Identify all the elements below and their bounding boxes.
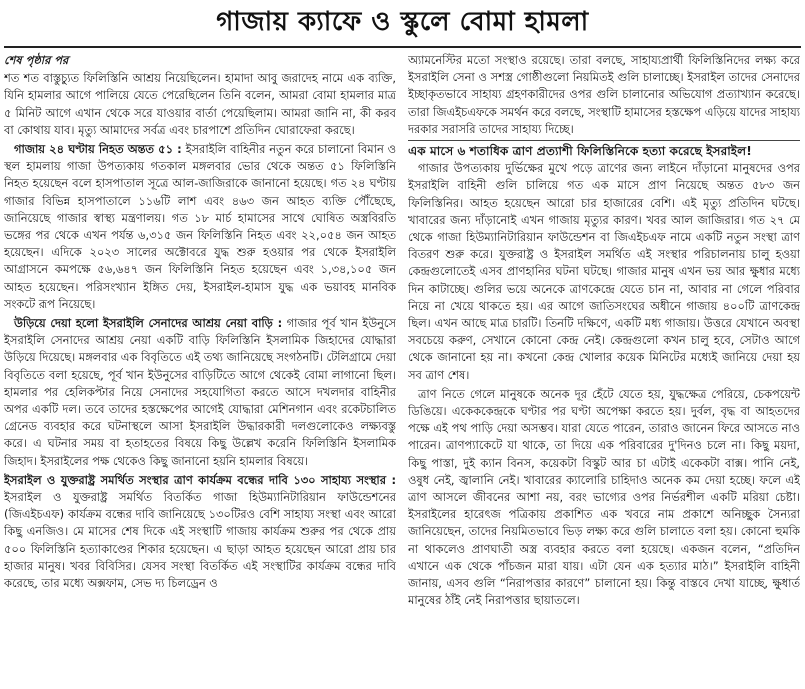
paragraph-text: ইসরাইলি বাহিনীর নতুন করে চালানো বিমান ও স্থল হামলায় গাজা উপত্যকায় গতকাল মঙ্গলবার ভোর থেকে অন্তত ৫১ ফিলিস্তিনি নিহত হয়েছেন বলে হাসপাতাল সূত্রে আল-জাজিরাকে জানানো হয়েছে। গত ২৪ ঘণ্টায় গাজার বিভিন্ন হাসপাতালে ১১৬টি লাশ এবং ৪৬৩ জন আহত ব্যক্তি পৌঁছেছে, জানিয়েছে গাজার স্বাস্থ্য মন্ত্রণালয়। গত ১৮ মার্চ হামাসের সাথে ঘোষিত অস্ত্রবিরতি ভঙ্গের পর থেকে এখন পর্যন্ত ৬,৩১৫ জন ফিলিস্তিনি নিহত এবং ২২,০৫৪ জন আহত হয়েছেন। এদিকে ২০২৩ সালের অক্টোবরে যুদ্ধ শুরু হওয়ার পর থেকে ইসরাইলি আগ্রাসনে কমপক্ষে ৫৬,৬৪৭ জন ফিলিস্তিনি নিহত হয়েছেন এবং ১,৩৪,১০৫ জন আহত হয়েছেন। পরিসংখ্যান ইঙ্গিত দেয়, ইসরাইল-হামাস যুদ্ধ এক ভয়াবহ মানবিক সংকটে রূপ নিয়েছে।	[4, 142, 396, 311]
paragraph: শত শত বাস্তুচ্যুত ফিলিস্তিনি আশ্রয় নিয়েছিলেন। হামাদা আবু জরাদেহ নামে এক ব্যক্তি, যিনি হামলার আগে পালিয়ে যেতে পেরেছিলেন তিনি বলেন, আমরা বোমা হামলার মাত্র ৫ মিনিট আগে এখান থেকে সরে যাওয়ার বার্তা পেয়েছিলাম। আমরা জানি না, কী করব বা কোথায় যাব। মৃত্যু আমাদের সর্বত্র এবং চারপাশে প্রতিদিন ঘোরাফেরা করছে।	[4, 71, 396, 137]
paragraph-text: গাজার পূর্ব খান ইউনুসে ইসরাইলি সেনাদের আশ্রয় নেয়া একটি বাড়ি ফিলিস্তিনি ইসলামিক জিহাদের যোদ্ধারা উড়িয়ে দিয়েছে। মঙ্গলবার এক বিবৃতিতে এই তথ্য জানিয়েছে সংগঠনটি। টেলিগ্রামে দেয়া বিবৃতিতে বলা হয়েছে, পূর্ব খান ইউনুসের বাড়িটিতে আগে থেকেই বোমা লাগানো ছিল। হামলার পর হেলিকপ্টার নিয়ে সেনাদের সহযোগিতা করতে আসে দখলদার বাহিনীর অপর একটি দল। তবে তাদের হস্তক্ষেপের আগেই যোদ্ধারা মেশিনগান এবং রকেটচালিত গ্রেনেড ব্যবহার করে ঘটনাস্থলে আসা ইসরাইলি উদ্ধারকারী দলগুলোকেও লক্ষ্যবস্তু করে। এ ঘটনার সময় বা হতাহতের বিষয়ে কিছু উল্লেখ করেনি ফিলিস্তিনি ইসলামিক জিহাদ। ইসরাইলের পক্ষ থেকেও কিছু জানানো হয়নি হামলার বিষয়ে।	[4, 316, 396, 468]
subheading: উড়িয়ে দেয়া হলো ইসরাইলি সেনাদের আশ্রয় নেয়া বাড়ি :	[14, 316, 283, 331]
article-columns	[4, 48, 801, 689]
paragraph-with-subhead	[4, 315, 396, 470]
subheading: গাজায় ২৪ ঘণ্টায় নিহত অন্তত ৫১ :	[14, 142, 182, 157]
subheading: এক মাসে ৬ শতাধিক ত্রাণ প্রত্যাশী ফিলিস্তিনিকে হত্যা করেছে ইসরাইল!	[408, 140, 800, 160]
column-left	[4, 52, 396, 689]
continued-from-label: শেষ পৃষ্ঠার পর	[4, 53, 69, 67]
headline: গাজায় ক্যাফে ও স্কুলে বোমা হামলা	[216, 7, 589, 37]
paragraph-with-subhead	[4, 141, 396, 313]
paragraph-text: ইসরাইল ও যুক্তরাষ্ট্র সমর্থিত বিতর্কিত গাজা হিউম্যানিটারিয়ান ফাউন্ডেশনের (জিএইচএফ) কার্যক্রম বন্ধের দাবি জানিয়েছে ১৩০টিরও বেশি সাহায্য সংস্থা এবং আরো কিছু এনজিও। মে মাসের শেষ দিকে এই সংস্থাটি গাজায় কার্যক্রম শুরুর পর থেকে প্রায় ৫০০ ফিলিস্তিনি হত্যাকাণ্ডের শিকার হয়েছেন। এ ছাড়া আহত হয়েছেন আরো প্রায় চার হাজার মানুষ। খবর বিবিসির। যেসব সংস্থা বিতর্কিত এই সংস্থাটির কার্যক্রম বন্ধের দাবি করেছে, তার মধ্যে অক্সফাম, সেভ দ্য চিলড্রেন ও	[4, 490, 396, 591]
paragraph-with-subhead	[4, 472, 396, 592]
paragraph: গাজার উপত্যকায় দুর্ভিক্ষের মুখে পড়ে ত্রাণের জন্য লাইনে দাঁড়ানো মানুষদের ওপর ইসরাইলি বাহিনী গুলি চালিয়ে গত এক মাসে প্রাণ নিয়েছে অন্তত ৫৮৩ জন ফিলিস্তিনির। আহত হয়েছেন আরো চার হাজারের বেশি। এই মৃত্যু প্রতিদিন ঘটছে। খাবারের জন্য দাঁড়ানোই এখন গাজায় মৃত্যুর কারণ। খবর আল জাজিরার। গত ২৭ মে থেকে গাজা হিউম্যানিটারিয়ান ফাউন্ডেশন বা জিএইচএফ নামে একটি নতুন সংস্থা ত্রাণ বিতরণ শুরু করে। যুক্তরাষ্ট্র ও ইসরাইল সমর্থিত এই সংস্থার পরিচালনায় চালু হওয়া কেন্দ্রগুলোতেই এসব প্রাণহানির ঘটনা ঘটছে। গাজার মানুষ এখন ভয় আর ক্ষুধার মধ্যে দিন কাটাচ্ছে। গুলির ভয়ে অনেকে ত্রাণকেন্দ্রে যেতে চান না, আবার না গেলে পরিবার নিয়ে না খেয়ে থাকতে হয়। এর আগে জাতিসংঘের অধীনে গাজায় ৪০০টি ত্রাণকেন্দ্র ছিল। এখন আছে মাত্র চারটি। তিনটি দক্ষিণে, একটি মধ্য গাজায়। উত্তরে যেখানে অবস্থা সবচেয়ে করুণ, সেখানে কোনো কেন্দ্র নেই। কেন্দ্রগুলো কখন চালু হবে, সেটাও আগে থেকে জানানো হয় না। কখনো কেন্দ্র খোলার কয়েক মিনিটের মধ্যেই জানিয়ে দেয়া হয় সব ত্রাণ শেষ।	[408, 161, 800, 382]
paragraph: অ্যামনেস্টির মতো সংস্থাও রয়েছে। তারা বলছে, সাহায্যপ্রার্থী ফিলিস্তিনিদের লক্ষ্য করে ইসরাইলি সেনা ও সশস্ত্র গোষ্ঠীগুলো নিয়মিতই গুলি চালাচ্ছে। ইসরাইল তাদের সেনাদের ইচ্ছাকৃতভাবে সাহায্য গ্রহণকারীদের ওপর গুলি চালানোর অভিযোগ প্রত্যাখ্যান করেছে। তারা জিএইচএফকে সমর্থন করে বলছে, সংস্থাটি হামাসের হস্তক্ষেপ এড়িয়ে যাদের সাহায্য দরকার সরাসরি তাদের সাহায্য দিচ্ছে।	[408, 53, 800, 136]
subheading: ইসরাইল ও যুক্তরাষ্ট্র সমর্থিত সংস্থার ত্রাণ কার্যক্রম বন্ধের দাবি ১৩০ সাহায্য সংস্থার :	[4, 472, 396, 487]
headline-bar	[4, 0, 801, 48]
column-right	[408, 52, 800, 689]
paragraph: ত্রাণ নিতে গেলে মানুষকে অনেক দূর হেঁটে যেতে হয়, যুদ্ধক্ষেত্র পেরিয়ে, চেকপয়েন্ট ডিঙিয়ে। একেককেন্দ্রকে ঘণ্টার পর ঘণ্টা অপেক্ষা করতে হয়। দুর্বল, বৃদ্ধ বা আহতদের পক্ষে এই পথ পাড়ি দেয়া অসম্ভব। যারা যেতে পারেন, তারাও জানেন ফিরে আসতে নাও পারেন। ত্রাণপ্যাকেটে যা থাকে, তা দিয়ে এক পরিবারের দু'দিনও চলে না। কিছু ময়দা, কিছু পাস্তা, দুই ক্যান বিনস, কয়েকটা বিস্কুট আর চা এটাই একেকটা বাক্স। পানি নেই, ওষুধ নেই, জ্বালানি নেই। খাবারের ক্যালোরি চাহিদাও অনেক কম দেয়া হচ্ছে। ফলে এই ত্রাণ আসলে জীবনের আশা নয়, বরং ভাগ্যের ওপর নির্ভরশীল একটি মরিয়া চেষ্টা। ইসরাইলের হারেৎজ পত্রিকায় প্রকাশিত এক খবরে নাম প্রকাশে অনিচ্ছুক সৈন্যরা জানিয়েছেন, তাদের নিয়মিতভাবে ভিড় লক্ষ্য করে গুলি চালাতে বলা হয়। কোনো হুমকি না থাকলেও প্রাণঘাতী অস্ত্র ব্যবহার করতে বলা হয়েছে। একজন বলেন, “প্রতিদিন এখানে এক থেকে পাঁচজন মারা যায়। এটা যেন এক হত্যার মাঠ।” ইসরাইলি বাহিনী জানায়, এসব গুলি “নিরাপত্তার কারণে” চালানো হয়। কিন্তু বাস্তবে দেখা যাচ্ছে, ক্ষুধার্ত মানুষের ঠাঁই নেই নিরাপত্তার ছায়াতলে।	[408, 386, 800, 608]
